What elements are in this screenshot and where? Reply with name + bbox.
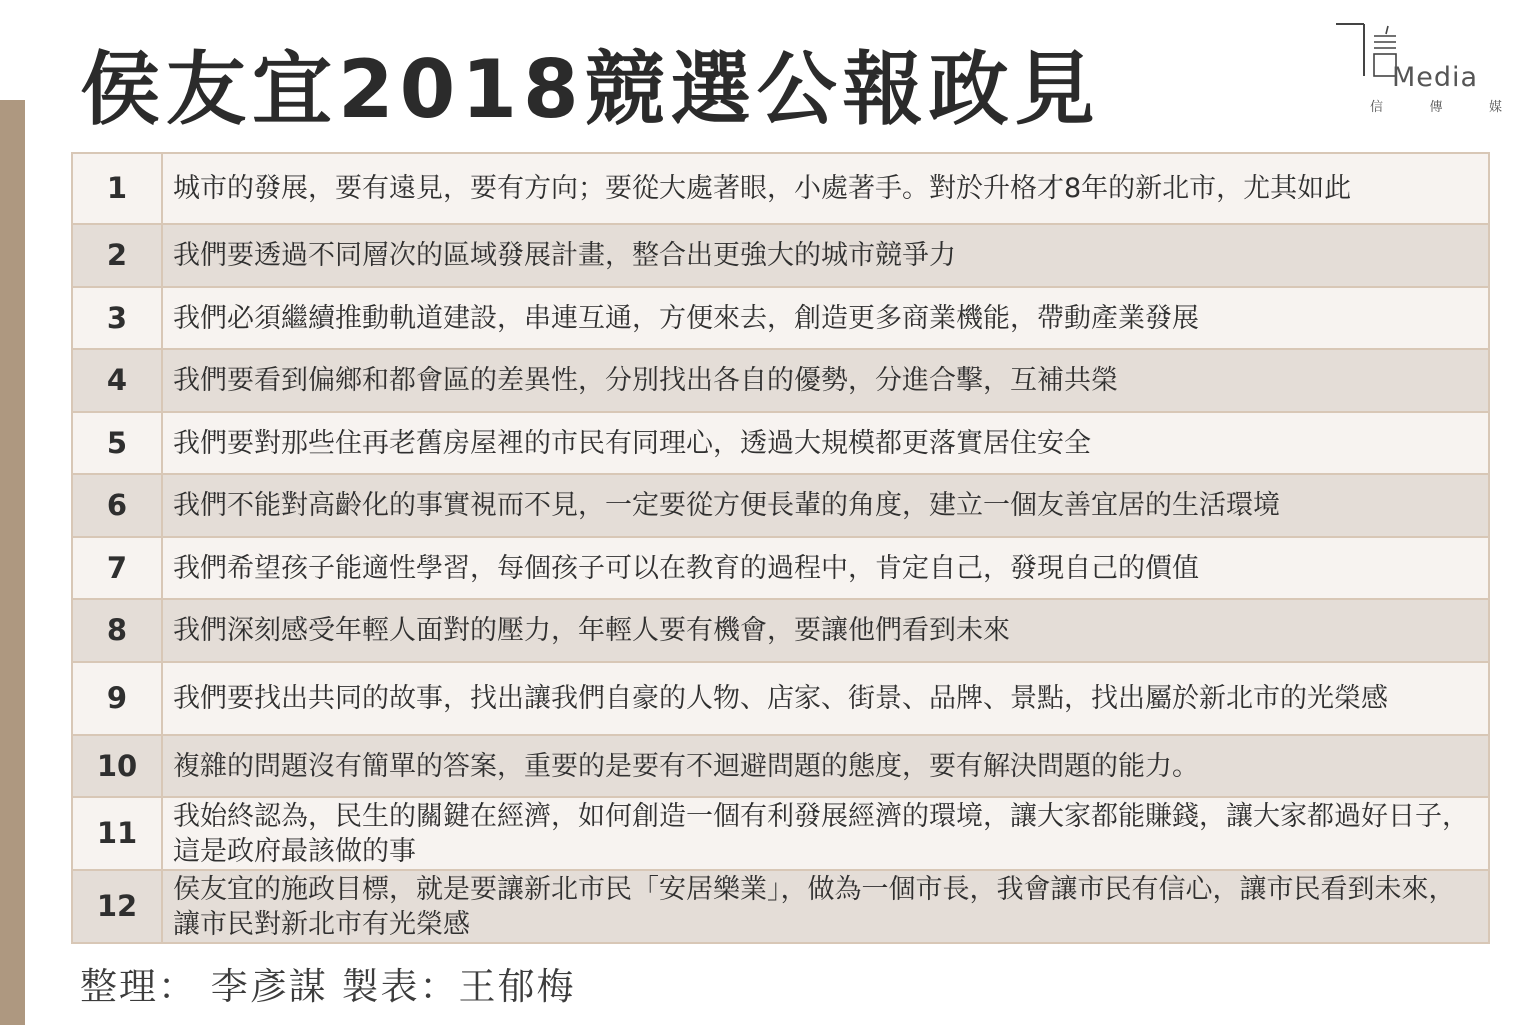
row-text: 侯友宜的施政目標，就是要讓新北市民「安居樂業」，做為一個市長，我會讓市民有信心，讓市民看到未來，讓市民對新北市有光榮感	[162, 870, 1489, 943]
row-number: 2	[72, 224, 162, 287]
table-row	[72, 287, 1489, 349]
table-row	[72, 662, 1489, 735]
row-text: 我始終認為，民生的關鍵在經濟，如何創造一個有利發展經濟的環境，讓大家都能賺錢，讓大家都過好日子，這是政府最該做的事	[162, 797, 1489, 870]
row-number: 11	[72, 797, 162, 870]
row-text: 我們深刻感受年輕人面對的壓力，年輕人要有機會，要讓他們看到未來	[162, 599, 1489, 662]
row-number: 9	[72, 662, 162, 735]
table-row	[72, 349, 1489, 412]
policy-table	[71, 152, 1490, 944]
row-text: 我們不能對高齡化的事實視而不見，一定要從方便長輩的角度，建立一個友善宜居的生活環境	[162, 474, 1489, 537]
row-number: 6	[72, 474, 162, 537]
logo-subtitle	[1370, 96, 1502, 115]
logo-wordmark: Media	[1392, 62, 1479, 93]
row-text: 我們要透過不同層次的區域發展計畫，整合出更強大的城市競爭力	[162, 224, 1489, 287]
row-text: 城市的發展，要有遠見，要有方向；要從大處著眼，小處著手。對於升格才8年的新北市，尤其如此	[162, 153, 1489, 224]
logo-sub-char: 傳	[1429, 100, 1443, 115]
table-row	[72, 797, 1489, 870]
row-text: 我們必須繼續推動軌道建設，串連互通，方便來去，創造更多商業機能，帶動產業發展	[162, 287, 1489, 349]
row-text: 複雜的問題沒有簡單的答案，重要的是要有不迴避問題的態度，要有解決問題的能力。	[162, 735, 1489, 797]
row-number: 12	[72, 870, 162, 943]
credits-footer: 整理： 李彥謀 製表：王郁梅	[80, 965, 576, 1008]
row-number: 1	[72, 153, 162, 224]
table-row	[72, 599, 1489, 662]
logo-sub-char: 信	[1370, 100, 1384, 115]
row-text: 我們要找出共同的故事，找出讓我們自豪的人物、店家、街景、品牌、景點，找出屬於新北市的光榮感	[162, 662, 1489, 735]
row-number: 3	[72, 287, 162, 349]
row-text: 我們希望孩子能適性學習，每個孩子可以在教育的過程中，肯定自己，發現自己的價值	[162, 537, 1489, 599]
table-row	[72, 412, 1489, 474]
table-row	[72, 870, 1489, 943]
row-text: 我們要對那些住再老舊房屋裡的市民有同理心，透過大規模都更落實居住安全	[162, 412, 1489, 474]
row-text: 我們要看到偏鄉和都會區的差異性，分別找出各自的優勢，分進合擊，互補共榮	[162, 349, 1489, 412]
table-row	[72, 224, 1489, 287]
media-logo	[1330, 18, 1510, 118]
row-number: 8	[72, 599, 162, 662]
table-row	[72, 735, 1489, 797]
logo-sub-char: 媒	[1488, 100, 1502, 115]
table-row	[72, 537, 1489, 599]
row-number: 10	[72, 735, 162, 797]
side-accent-bar	[0, 100, 25, 1025]
table-row	[72, 153, 1489, 224]
row-number: 4	[72, 349, 162, 412]
table-row	[72, 474, 1489, 537]
row-number: 5	[72, 412, 162, 474]
page-title: 侯友宜2018競選公報政見	[80, 43, 1101, 136]
row-number: 7	[72, 537, 162, 599]
